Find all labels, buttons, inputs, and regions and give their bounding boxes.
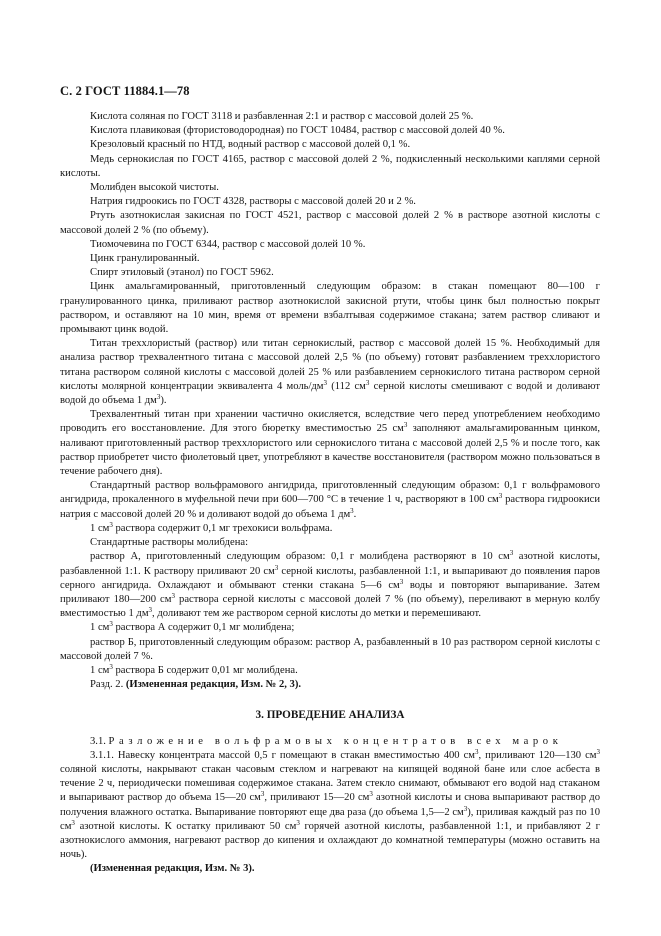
paragraph-amendment-3: (Измененная редакция, Изм. № 3). — [90, 863, 255, 875]
paragraph-hydrofluoric-acid: Кислота плавиковая (фтористоводородная) по ГОСТ 10484, раствор с массовой долей 40 %. — [90, 125, 505, 137]
paragraph-tungsten-content: 1 $см^3$ раствора содержит 0,1 мг трехокиси вольфрама. — [90, 520, 333, 534]
paragraph-solution-a: раствор А, приготовленный следующим образом: 0,1 г молибдена растворяют в 10 $см^3$ азотной кислоты, разбавленной 1:1. К раствору приливают 20 $см^3$ серной кислоты, разбавленной 1:1, и выпаривают до появления паров серного ангидрида. Охлаждают и обмывают стенки стакана 5—6 $см^3$ воды и повторяют выпаривание. Затем приливают 180—200 $см^3$ раствора серной кислоты с массовой долей 7 % (по объему), переливают в мерную колбу вместимостью 1 $дм^3$, доливают тем же раствором серной кислоты до метки и перемешивают. — [60, 549, 600, 620]
paragraph-solution-b: раствор Б, приготовленный следующим образом: раствор А, разбавленный в 10 раз раствором серной кислоты с массовой долей 7 %. — [60, 636, 600, 662]
paragraph-amalgamated-zinc: Цинк амальгамированный, приготовленный следующим образом: в стакан помещают 80—100 г гранулированного цинка, приливают раствор азотнокислой закисной ртути, чтобы цинк был полностью покрыт раствором, и оставляют на 10 мин, время от времени взбалтывая содержимое стакана; затем раствор сливают и промывают цинк водой. — [60, 281, 600, 336]
paragraph-hydrochloric-acid: Кислота соляная по ГОСТ 3118 и разбавленная 2:1 и раствор с массовой долей 25 %. — [90, 111, 474, 122]
paragraph-titanium-trichloride: Титан треххлористый (раствор) или титан сернокислый, раствор с массовой долей 15 %. Необходимый для анализа раствор трехвалентного титана с массовой долей 2,5 % (по объему) готовят разбавлением треххлористого титана раствором соляной кислоты с массовой долей 25 % или разбавлением сернокислого титана раствором серной кислоты молярной концентрации эквивалента 4 моль/$дм^3$ (112 $см^3$ серной кислоты смешивают с водой и доливают водой до объема 1 $дм^3$). — [60, 338, 600, 407]
paragraph-solution-a-content: 1 $см^3$ раствора А содержит 0,1 мг молибдена; — [90, 620, 295, 634]
paragraph-section-2-amendment: Разд. 2. (Измененная редакция, Изм. № 2, 3). — [90, 679, 302, 691]
paragraph-decomposition-heading: 3.1. Разложение вольфрамовых концентратов всех марок — [90, 735, 563, 747]
paragraph-molybdenum: Молибден высокой чистоты. — [90, 182, 219, 194]
paragraph-procedure-3-1-1: 3.1.1. Навеску концентрата массой 0,5 г помещают в стакан вместимостью 400 $см^3$, приливают 120—130 $см^3$ соляной кислоты, накрывают стакан часовым стеклом и нагревают на кипящей водяной бане или слое асбеста в течение 2 ч, периодически помешивая содержимое стакана. Затем стекло снимают, обмывают его водой над стаканом и выпаривают раствор до объема 15—20 $см^3$, приливают 15—20 $см^3$ азотной кислоты и снова выпаривают раствор до получения влажного остатка. Выпаривание повторяют еще два раза (до объема 1,5—2 $см^3$), приливая каждый раз по 10 $см^3$ азотной кислоты. К остатку приливают 50 $см^3$ горячей азотной кислоты, разбавленной 1:1, и прибавляют 2 г азотнокислого аммония, нагревают раствор до кипения и охлаждают до комнатной температуры (можно оставить на ночь). — [60, 747, 600, 861]
paragraph-cresol-red: Крезоловый красный по НТД, водный раствор с массовой долей 0,1 %. — [90, 139, 411, 151]
document-body — [60, 110, 600, 877]
section-heading: 3. ПРОВЕДЕНИЕ АНАЛИЗА — [255, 709, 405, 722]
paragraph-sodium-hydroxide: Натрия гидроокись по ГОСТ 4328, растворы с массовой долей 20 и 2 %. — [90, 196, 416, 208]
paragraph-zinc: Цинк гранулированный. — [90, 253, 200, 265]
paragraph-ethanol: Спирт этиловый (этанол) по ГОСТ 5962. — [90, 267, 274, 279]
paragraph-mercury-nitrate: Ртуть азотнокислая закисная по ГОСТ 4521, раствор с массовой долей 2 % в растворе азотной кислоты с массовой долей 2 % (по объему). — [60, 210, 600, 236]
paragraph-solution-b-content: 1 $см^3$ раствора Б содержит 0,01 мг молибдена. — [90, 662, 298, 676]
paragraph-tungsten-standard: Стандартный раствор вольфрамового ангидрида, приготовленный следующим образом: 0,1 г вольфрамового ангидрида, прокаленного в муфельной печи при 600—700 °С в течение 1 ч, растворяют в 100 $см^3$ раствора гидроокиси натрия с массовой долей 20 % и доливают водой до объема 1 $дм^3$. — [60, 480, 600, 520]
page-header: С. 2 ГОСТ 11884.1—78 — [60, 84, 190, 98]
paragraph-copper-sulfate: Медь сернокислая по ГОСТ 4165, раствор с массовой долей 2 %, подкисленный несколькими каплями серной кислоты. — [60, 153, 600, 179]
paragraph-molybdenum-standards: Стандартные растворы молибдена: — [90, 537, 249, 549]
paragraph-trivalent-titanium: Трехвалентный титан при хранении частично окисляется, вследствие чего перед употреблением необходимо проводить его восстановление. Для этого бюретку вместимостью 25 $см^3$ заполняют амальгамированным цинком, наливают приготовленный раствор треххлористого или сернокислого титана с массовой долей 2,5 % и после того, как раствор приобретет чисто фиолетовый цвет, употребляют в качестве восстановителя (раствором можно пользоваться в течение рабочего дня). — [60, 409, 600, 478]
paragraph-thiourea: Тиомочевина по ГОСТ 6344, раствор с массовой долей 10 %. — [90, 238, 366, 250]
